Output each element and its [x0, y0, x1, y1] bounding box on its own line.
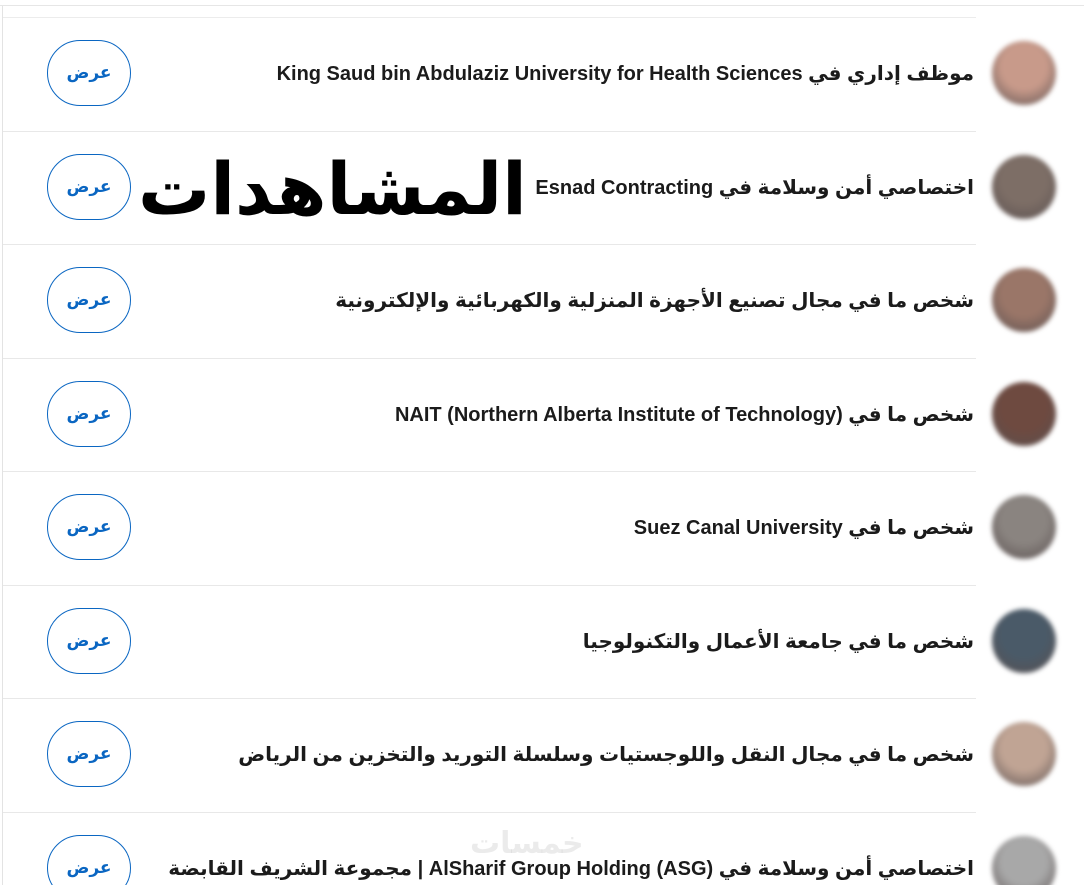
overlay-caption: المشاهدات [138, 147, 527, 231]
list-item [3, 585, 1084, 699]
viewer-headline[interactable]: شخص ما في جامعة الأعمال والتكنولوجيا [582, 630, 974, 653]
viewer-headline[interactable]: اختصاصي أمن وسلامة في Esnad Contracting [535, 176, 974, 199]
list-item [3, 17, 1084, 131]
viewer-headline[interactable]: شخص ما في Suez Canal University [633, 517, 974, 539]
avatar[interactable] [992, 609, 1056, 673]
view-button[interactable]: عرض [47, 267, 131, 333]
list-item [3, 698, 1084, 812]
view-button[interactable]: عرض [47, 381, 131, 447]
avatar[interactable] [992, 495, 1056, 559]
avatar[interactable] [992, 722, 1056, 786]
watermark: خمسات [470, 826, 584, 861]
top-divider [0, 5, 1084, 6]
list-item [3, 358, 1084, 472]
avatar[interactable] [992, 382, 1056, 446]
avatar[interactable] [992, 41, 1056, 105]
viewer-headline[interactable]: شخص ما في مجال تصنيع الأجهزة المنزلية والكهربائية والإلكترونية [335, 290, 974, 312]
viewer-headline[interactable]: شخص ما في مجال النقل واللوجستيات وسلسلة التوريد والتخزين من الرياض [238, 744, 974, 766]
view-button[interactable]: عرض [47, 721, 131, 787]
avatar[interactable] [992, 836, 1056, 885]
view-button[interactable]: عرض [47, 608, 131, 674]
list-item [3, 244, 1084, 358]
avatar[interactable] [992, 155, 1056, 219]
view-button[interactable]: عرض [47, 494, 131, 560]
list-item [3, 471, 1084, 585]
viewer-headline[interactable]: شخص ما في NAIT (Northern Alberta Institute of Technology) [394, 403, 974, 426]
viewer-headline[interactable]: اختصاصي أمن وسلامة في AlSharif Group Holding (ASG) | مجموعة الشريف القابضة [168, 857, 974, 880]
avatar[interactable] [992, 268, 1056, 332]
viewer-headline[interactable]: موظف إداري في King Saud bin Abdulaziz University for Health Sciences [276, 63, 974, 85]
view-button[interactable]: عرض [47, 40, 131, 106]
view-button[interactable]: عرض [47, 835, 131, 885]
view-button[interactable]: عرض [47, 154, 131, 220]
